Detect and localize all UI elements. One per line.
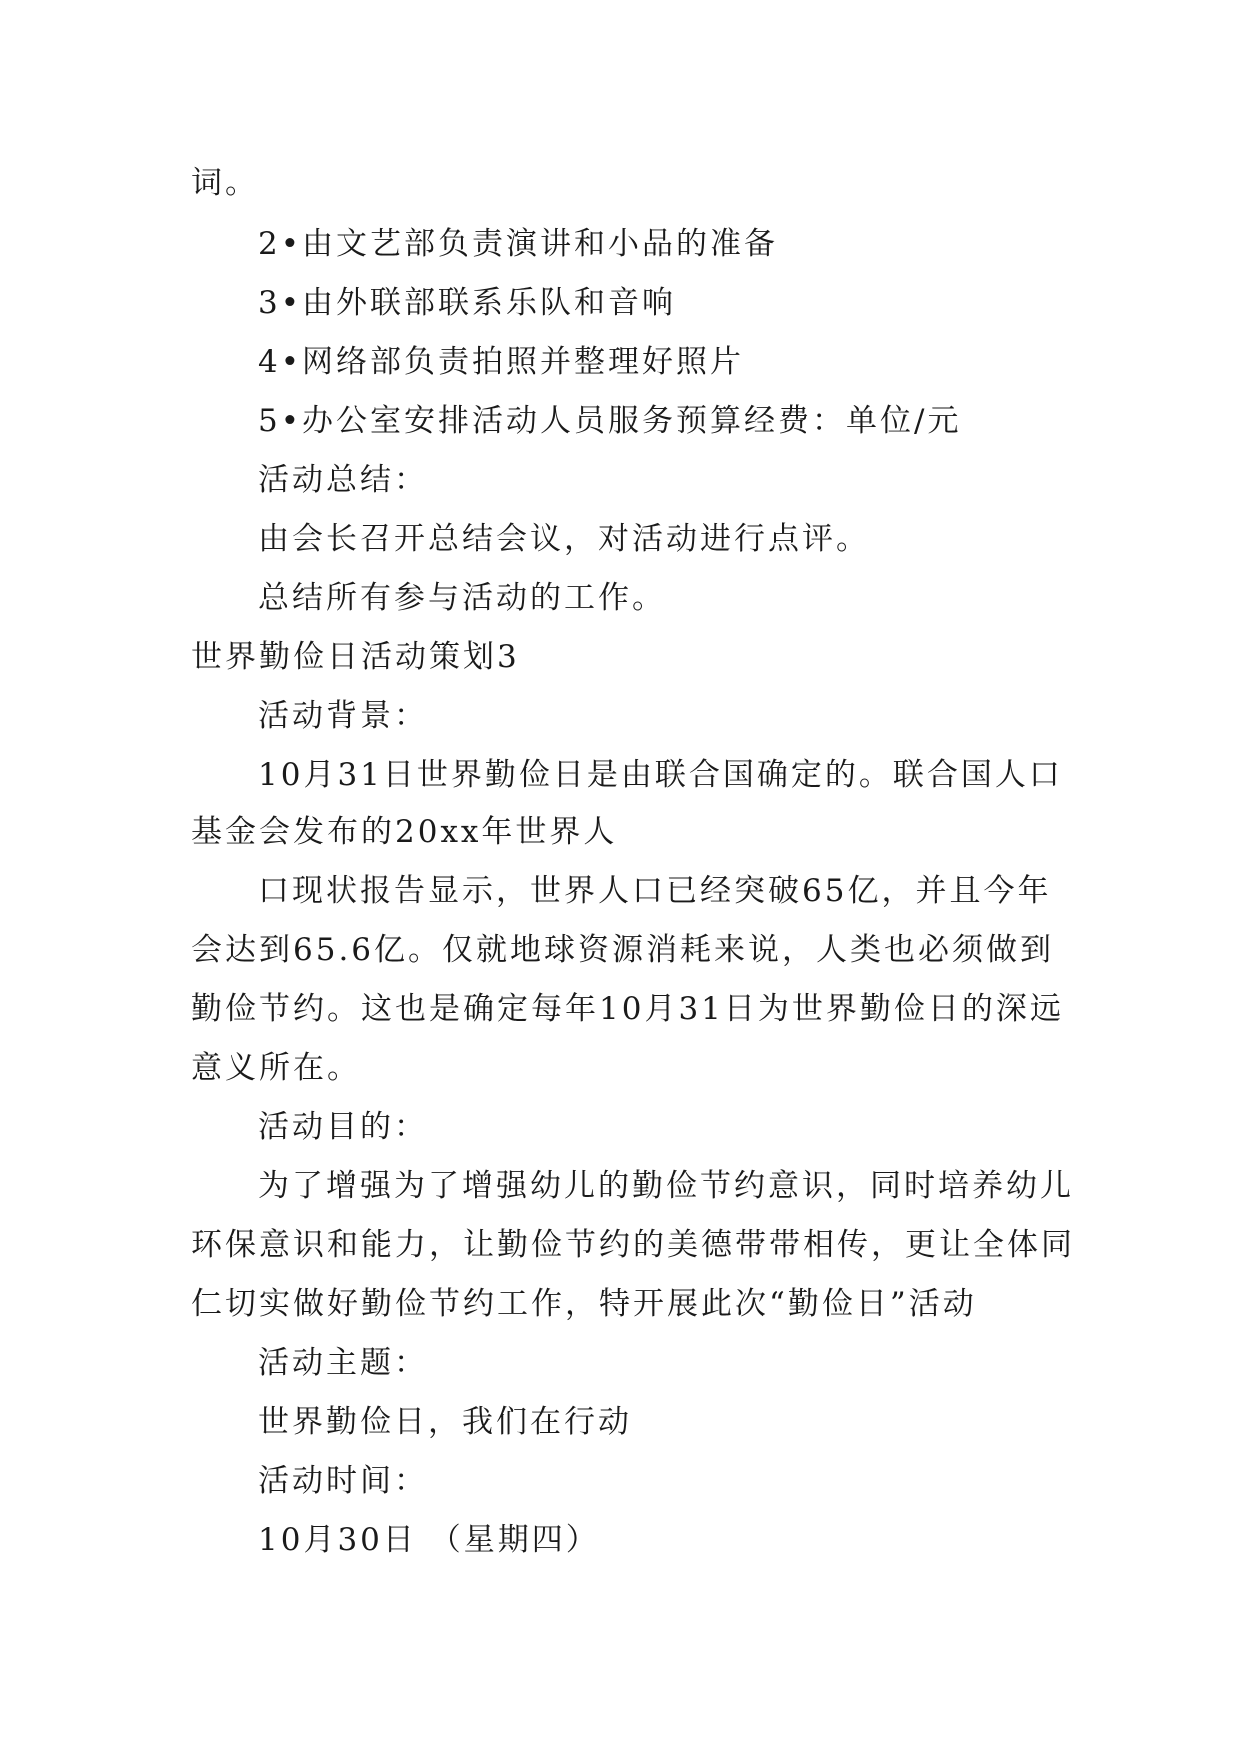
task-item: 5•办公室安排活动人员服务预算经费：单位/元: [258, 403, 962, 439]
text-line: 意义所在。: [191, 1050, 361, 1086]
section-heading: 活动总结：: [258, 462, 428, 498]
text-line: 由会长召开总结会议，对活动进行点评。: [258, 521, 870, 557]
text-line: 口现状报告显示，世界人口已经突破65亿，并且今年: [258, 873, 1052, 909]
text-line: 词。: [191, 165, 259, 201]
text-line: 10月31日世界勤俭日是由联合国确定的。联合国人口: [258, 757, 1063, 793]
text-line: 勤俭节约。这也是确定每年10月31日为世界勤俭日的深远: [191, 991, 1064, 1027]
section-heading: 活动目的：: [258, 1109, 428, 1145]
task-item: 4•网络部负责拍照并整理好照片: [258, 344, 745, 380]
section-heading: 活动主题：: [258, 1345, 428, 1381]
text-line: 10月30日 （星期四）: [258, 1522, 600, 1558]
task-item: 3•由外联部联系乐队和音响: [258, 285, 677, 321]
text-line: 总结所有参与活动的工作。: [258, 580, 666, 616]
task-item: 2•由文艺部负责演讲和小品的准备: [258, 226, 779, 262]
text-line: 仁切实做好勤俭节约工作，特开展此次“勤俭日”活动: [191, 1286, 977, 1322]
text-line: 为了增强为了增强幼儿的勤俭节约意识，同时培养幼儿: [258, 1168, 1074, 1204]
text-line: 会达到65.6亿。仅就地球资源消耗来说，人类也必须做到: [191, 932, 1055, 968]
text-line: 世界勤俭日，我们在行动: [258, 1404, 632, 1440]
text-line: 基金会发布的20xx年世界人: [191, 814, 618, 850]
text-line: 环保意识和能力，让勤俭节约的美德带带相传，更让全体同: [191, 1227, 1075, 1263]
document-title: 世界勤俭日活动策划3: [191, 639, 520, 675]
section-heading: 活动背景：: [258, 698, 428, 734]
section-heading: 活动时间：: [258, 1463, 428, 1499]
